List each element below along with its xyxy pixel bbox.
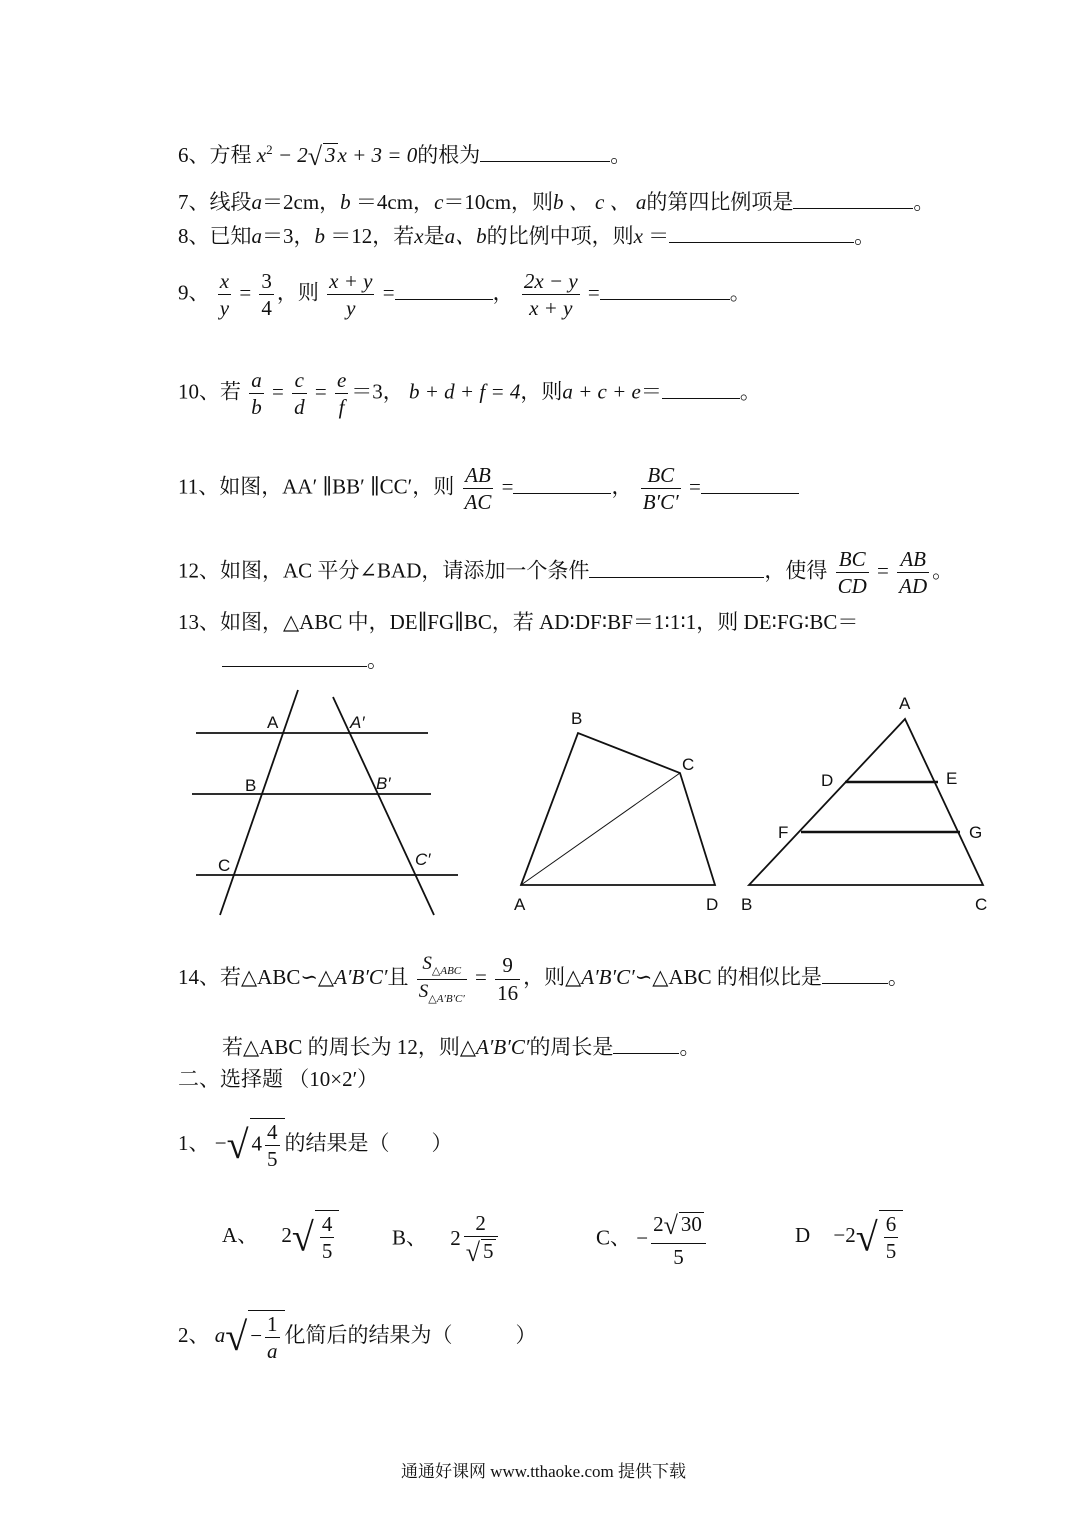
section-title-text: 二、选择题 （10×2′） xyxy=(178,1067,379,1091)
label-b-prime: B′ xyxy=(376,774,391,793)
q7-mid: b 、 c 、 a xyxy=(553,190,647,214)
figure-triangle xyxy=(735,690,1000,920)
q9-then: ，则 xyxy=(276,280,319,305)
fraction-a-over-b: $\frac{a}{b}$ xyxy=(251,368,262,420)
q8-eq-b: ＝12，若 xyxy=(325,224,415,248)
label-b: B xyxy=(571,709,583,728)
q10-pre: 若 xyxy=(220,379,241,404)
q12-post: ，使得 xyxy=(764,558,828,583)
label-d: D xyxy=(821,771,834,790)
option-b-expr: 2 $\frac{2}{√ 5}$ xyxy=(450,1226,500,1250)
q14-pre: 若△ABC∽△ xyxy=(220,964,335,989)
fraction-3-over-4: $\frac{3}{4}$ xyxy=(261,269,272,321)
answer-blank[interactable] xyxy=(822,965,888,984)
q14-and: 且 xyxy=(387,964,409,989)
option-b[interactable] xyxy=(392,1210,501,1270)
q8-pair: a、b xyxy=(444,224,487,248)
q6-equation: $x^2 - 2√$ 3x + 3 = 0 xyxy=(256,142,418,172)
expr-neg-sqrt-4-4-5: −√ 4 $\frac{4}{5}$ xyxy=(215,1131,285,1155)
question-12: 12、如图，AC 平分∠BAD，请添加一个条件 ，使得 $\frac{BC}{CD}$ = $\frac{AB}{AD}$ 。 xyxy=(178,547,954,599)
answer-blank[interactable] xyxy=(613,1035,679,1054)
label-f: F xyxy=(778,823,789,842)
question-10: 10、若 $\frac{a}{b}$ = $\frac{c}{d}$ = $\frac{e}{f}$ ＝3， b + d + f = 4，则a + c + e＝ 。 xyxy=(178,368,761,420)
option-c-expr: − $\frac{2√ 30}{5}$ xyxy=(636,1226,709,1250)
q9-end: 。 xyxy=(729,280,751,305)
q10-eq3: ＝3， xyxy=(351,379,404,404)
q13-text: 如图，△ABC 中，DE∥FG∥BC，若 AD∶DF∶BF＝1∶1∶1，则 DE∶FG∶BC＝ xyxy=(220,610,859,634)
label-a: A xyxy=(899,694,911,713)
answer-blank[interactable] xyxy=(793,190,913,209)
triangle-a2b2c2: A′B′C′ xyxy=(475,1035,530,1059)
choice-question-1 xyxy=(178,1118,453,1173)
label-b: B xyxy=(741,895,753,914)
footer xyxy=(0,1457,1087,1482)
question-8 xyxy=(178,224,875,247)
q14-line2-pre: 若△ABC 的周长为 12，则△ xyxy=(222,1035,476,1059)
q7-eq-b: ＝4cm， xyxy=(350,190,435,214)
q6-pre: 方程 xyxy=(209,143,252,167)
label-c-prime: C′ xyxy=(415,850,431,869)
triangle-abc xyxy=(749,719,983,885)
option-b-label: B、 xyxy=(392,1225,428,1250)
question-number: 6、 xyxy=(178,143,210,167)
fraction-x-over-y: $\frac{x}{y}$ xyxy=(219,269,230,321)
q10-target: a + c + e xyxy=(562,379,641,404)
q6-end: 。 xyxy=(610,143,632,167)
q14-then: ，则△ xyxy=(523,964,582,989)
var-b: b xyxy=(314,224,325,248)
var-b: b xyxy=(340,190,351,214)
q14-line2-post: 的周长是 xyxy=(529,1035,614,1059)
q8-post: 是 xyxy=(423,224,445,248)
q10-sum: b + d + f = 4 xyxy=(409,379,521,404)
question-9: 9、 $\frac{x}{y}$ = $\frac{3}{4}$ ，则 $\frac{x + y}{y}$ = ， $\frac{2x - y}{x + y}$ = 。 xyxy=(178,269,751,321)
option-c-label: C、 xyxy=(596,1225,632,1250)
var-x: x xyxy=(414,224,424,248)
q9-comma: ， xyxy=(492,280,514,305)
transversal-right xyxy=(333,697,434,915)
answer-blank[interactable] xyxy=(701,475,799,494)
fraction-bc-over-b2c2: $\frac{BC}{B'C'}$ xyxy=(642,463,679,515)
expr-a-sqrt-neg-1-over-a: a√ − $\frac{1}{a}$ xyxy=(215,1323,285,1347)
question-number: 11、 xyxy=(178,474,220,499)
q11-comma: ， xyxy=(611,474,633,499)
answer-blank[interactable] xyxy=(480,143,610,162)
fraction-9-over-16: $\frac{9}{16}$ xyxy=(497,953,519,1005)
q7-eq-c: ＝10cm，则 xyxy=(443,190,554,214)
var-x: x xyxy=(633,224,643,248)
figure-parallel-lines xyxy=(185,685,470,925)
fraction-e-over-f: $\frac{e}{f}$ xyxy=(336,368,347,420)
q10-then: ，则 xyxy=(520,379,563,404)
question-11: 11、如图，AA′ ∥BB′ ∥CC′，则 $\frac{AB}{AC}$ = ， $\frac{BC}{B'C'}$ = xyxy=(178,462,799,516)
q14-sim: ∽△ABC 的相似比是 xyxy=(634,964,822,989)
question-14: 14、若△ABC∽△A′B′C′且 $\frac{S_{\triangle ABC}}{S_{\triangle A'B'C'}}$ = $\frac{9}{16}$ ，则△A′B′C′∽△ABC 的相似比是 。 xyxy=(178,953,909,1005)
transversal-left xyxy=(220,690,298,915)
section-title xyxy=(178,1069,378,1090)
answer-blank[interactable] xyxy=(589,559,764,578)
q7-text: 线段 xyxy=(209,190,252,214)
q8-eq-a: ＝3， xyxy=(262,224,315,248)
answer-blank[interactable] xyxy=(395,281,493,300)
label-a: A xyxy=(267,713,279,732)
q8-text: 已知 xyxy=(209,224,252,248)
answer-blank[interactable] xyxy=(662,380,740,399)
option-a[interactable] xyxy=(222,1210,339,1265)
footer-text: 通通好课网 www.tthaoke.com 提供下载 xyxy=(400,1462,687,1481)
triangle-a2b2c2: A′B′C′ xyxy=(581,964,635,989)
question-13 xyxy=(178,612,858,633)
question-number: 7、 xyxy=(178,190,210,214)
diagonal-ac xyxy=(521,773,680,885)
label-c: C xyxy=(218,856,231,875)
label-g: G xyxy=(969,823,983,842)
q12-text: 如图，AC 平分∠BAD，请添加一个条件 xyxy=(220,558,590,583)
question-6 xyxy=(178,143,631,170)
fraction-ab-over-ad: $\frac{AB}{AD}$ xyxy=(899,547,928,599)
q14-line2-end: 。 xyxy=(679,1035,701,1059)
question-number: 9、 xyxy=(178,280,210,305)
answer-blank[interactable] xyxy=(669,224,854,243)
label-b: B xyxy=(245,776,257,795)
question-number: 13、 xyxy=(178,610,220,634)
q13-end: 。 xyxy=(367,648,388,672)
question-number: 14、 xyxy=(178,964,220,989)
option-c[interactable] xyxy=(596,1210,709,1270)
question-number: 10、 xyxy=(178,379,220,404)
fraction-c-over-d: $\frac{c}{d}$ xyxy=(294,368,305,420)
option-d[interactable] xyxy=(795,1210,903,1265)
triangle-a2b2c2: A′B′C′ xyxy=(334,964,388,989)
q7-end: 。 xyxy=(913,190,935,214)
figure-quadrilateral xyxy=(505,700,730,920)
question-7 xyxy=(178,190,934,213)
question-14-part2 xyxy=(222,1035,700,1058)
var-c: c xyxy=(434,190,444,214)
label-a: A xyxy=(514,895,526,914)
answer-blank[interactable] xyxy=(222,648,367,667)
fraction-2x-y-over-x-y: $\frac{2x - y}{x + y}$ xyxy=(523,269,578,321)
q6-post: 的根为 xyxy=(417,143,481,167)
label-a-prime: A′ xyxy=(350,713,365,732)
option-d-expr: −2√ $\frac{6}{5}$ xyxy=(833,1223,903,1247)
question-number: 1、 xyxy=(178,1131,210,1156)
choice-question-2 xyxy=(178,1310,537,1365)
q7-eq-a: ＝2cm， xyxy=(262,190,341,214)
fraction-xy-over-y: $\frac{x + y}{y}$ xyxy=(329,269,373,321)
question-number: 2、 xyxy=(178,1323,210,1348)
label-d: D xyxy=(706,895,719,914)
question-number: 12、 xyxy=(178,558,220,583)
fraction-bc-over-cd: $\frac{BC}{CD}$ xyxy=(837,547,867,599)
q8-eq: ＝ xyxy=(642,224,670,248)
var-a: a xyxy=(251,190,262,214)
q11-text: 如图，AA′ ∥BB′ ∥CC′，则 xyxy=(219,474,455,499)
q12-end: 。 xyxy=(932,558,954,583)
label-c: C xyxy=(682,755,695,774)
label-c: C xyxy=(975,895,988,914)
option-a-expr: 2√ $\frac{4}{5}$ xyxy=(281,1223,339,1247)
c2-post: 化简后的结果为（ ） xyxy=(284,1323,537,1348)
q7-post: 的第四比例项是 xyxy=(646,190,794,214)
question-13-answer xyxy=(222,648,388,671)
q8-post2: 的比例中项，则 xyxy=(486,224,634,248)
c1-post: 的结果是（ ） xyxy=(284,1131,453,1156)
q10-eq: ＝ xyxy=(640,379,662,404)
q10-end: 。 xyxy=(739,379,761,404)
fraction-area-ratio: $\frac{S_{\triangle ABC}}{S_{\triangle A'B'C'}}$ xyxy=(418,953,465,1005)
option-d-label: D xyxy=(795,1223,811,1248)
option-a-label: A、 xyxy=(222,1223,259,1248)
answer-blank[interactable] xyxy=(513,475,611,494)
answer-blank[interactable] xyxy=(600,281,730,300)
fraction-ab-over-ac: $\frac{AB}{AC}$ xyxy=(464,463,492,515)
q8-end: 。 xyxy=(854,224,876,248)
question-number: 8、 xyxy=(178,224,210,248)
label-e: E xyxy=(946,769,958,788)
var-a: a xyxy=(251,224,262,248)
q14-end: 。 xyxy=(887,964,909,989)
